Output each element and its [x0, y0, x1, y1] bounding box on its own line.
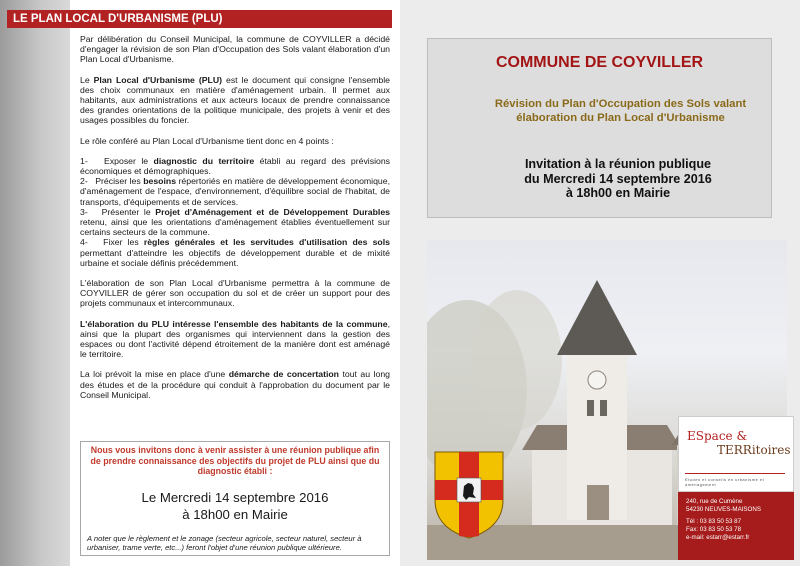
point-keyword: besoins — [143, 176, 177, 187]
invitation-line: à 18h00 en Mairie — [565, 186, 671, 200]
text-fragment: Le — [80, 74, 94, 85]
plu-term: Plan Local d'Urbanisme (PLU) — [93, 74, 223, 85]
points-list — [80, 156, 390, 268]
inhabitants-paragraph — [80, 319, 390, 360]
role-paragraph: Le rôle conféré au Plan Local d'Urbanisme tient donc en 4 points : — [80, 135, 334, 146]
phone-line: Tél : 03 83 50 53 87 — [686, 518, 742, 525]
revision-line: élaboration du Plan Local d'Urbanisme — [516, 112, 725, 124]
logo-tagline: Études et conseils en urbanisme et aménagement — [685, 477, 765, 487]
text-fragment: tout au long des études et de la procédure qui conduit à l'approbation du document par le Conseil Municipal. — [80, 369, 390, 400]
text-fragment: Présenter le — [101, 206, 156, 217]
text-fragment: permettant d'atteindre les objectifs de développement durable et de mixité urbaine et sociale définis précédemment. — [80, 247, 390, 268]
invitation-line: Invitation à la réunion publique — [524, 157, 712, 171]
revision-subtitle — [478, 97, 763, 125]
point-number: 2- — [80, 176, 88, 187]
invitation-note: A noter que le règlement et le zonage (secteur agricole, secteur naturel, secteur à urbaniser, trame verte, etc...) feront l'objet d'une réunion publique ultérieure. — [87, 533, 362, 552]
text-fragment: retenu, ainsi que les orientations d'aménagement établies éventuellement sur certains secteurs de la commune. — [80, 217, 390, 238]
logo-text: TERRitoires — [717, 443, 791, 457]
coat-of-arms-icon — [433, 450, 505, 540]
text-fragment: , ainsi que la plupart des organismes qui interviennent dans la gestion des espaces ou dont l'activité dépend étroitement de la manière dont est aménagé le territoire. — [80, 318, 390, 360]
point-keyword: diagnostic du territoire — [153, 155, 255, 166]
list-item — [80, 176, 390, 207]
plu-definition-paragraph — [80, 75, 390, 126]
logo-text: ESpace & — [687, 429, 748, 443]
meeting-date-line: Le Mercredi 14 septembre 2016 — [141, 489, 329, 505]
address-line: 240, rue de Cumène — [686, 498, 743, 505]
text-fragment: Exposer le — [104, 155, 154, 166]
section-banner: LE PLAN LOCAL D'URBANISME (PLU) — [7, 10, 392, 28]
list-item — [80, 237, 390, 268]
point-number: 4- — [80, 237, 88, 248]
text-fragment: est le document qui consigne l'ensemble des choix communaux en matière d'aménagement urbain. Il permet aux habitants, aux administrations et aux acteurs locaux de prendre connaissance des grandes orientations de la politique municipale, des projets à venir et des usages possibles du foncier. — [80, 74, 390, 126]
logo-divider — [685, 473, 785, 474]
point-number: 1- — [80, 155, 88, 166]
address-block — [678, 492, 794, 560]
revision-line: Révision du Plan d'Occupation des Sols valant — [494, 98, 747, 110]
concertation-term: démarche de concertation — [228, 369, 339, 380]
list-item — [80, 156, 390, 176]
text-fragment: Fixer les — [103, 237, 144, 248]
text-fragment: La loi prévoit la mise en place d'une — [80, 369, 229, 380]
decorative-stripe — [0, 0, 70, 566]
meeting-time-line: à 18h00 en Mairie — [182, 506, 288, 522]
invitation-call: Nous vous invitons donc à venir assister à une réunion publique afin de prendre connaissance des objectifs du projet de PLU ainsi que du diagnostic établi : — [90, 445, 380, 476]
address-line: 54230 NEUVES-MAISONS — [686, 506, 761, 513]
commune-paragraph: L'élaboration de son Plan Local d'Urbanisme permettra à la commune de COYVILLER de gérer son occupation du sol et de créer un support pour des projets communaux et intercommunaux. — [80, 278, 390, 309]
text-fragment: répertoriés en matière de développement économique, d'aménagement de l'espace, d'environnement, d'équilibre social de l'habitat, de transports, d'équipements et de services. — [80, 176, 390, 207]
point-keyword: Projet d'Aménagement et de Développement Durables — [155, 206, 390, 217]
logo-box — [678, 416, 794, 492]
body-text — [80, 34, 390, 410]
point-keyword: règles générales et les servitudes d'utilisation des sols — [143, 237, 390, 248]
title-box — [427, 38, 772, 218]
invitation-heading — [468, 157, 768, 201]
text-fragment: établi au regard des prévisions économiques et démographiques. — [80, 155, 391, 177]
point-number: 3- — [80, 206, 88, 217]
email-line: e-mail: estarr@estarr.fr — [686, 534, 750, 541]
inhabitants-emphasis: L'élaboration du PLU intéresse l'ensemble des habitants de la commune — [80, 318, 388, 329]
concertation-paragraph — [80, 369, 390, 400]
invitation-line: du Mercredi 14 septembre 2016 — [524, 171, 712, 186]
invitation-box — [80, 441, 390, 556]
fax-line: Fax: 03 83 50 53 78 — [686, 526, 742, 533]
intro-paragraph: Par délibération du Conseil Municipal, la commune de COYVILLER a décidé d'engager la révision de son Plan d'Occupation des Sols valant élaboration d'un Plan Local d'Urbanisme. — [80, 34, 390, 65]
commune-title: COMMUNE DE COYVILLER — [495, 54, 704, 71]
list-item — [80, 207, 390, 238]
text-fragment: Préciser les — [95, 176, 144, 187]
meeting-date — [87, 489, 383, 523]
